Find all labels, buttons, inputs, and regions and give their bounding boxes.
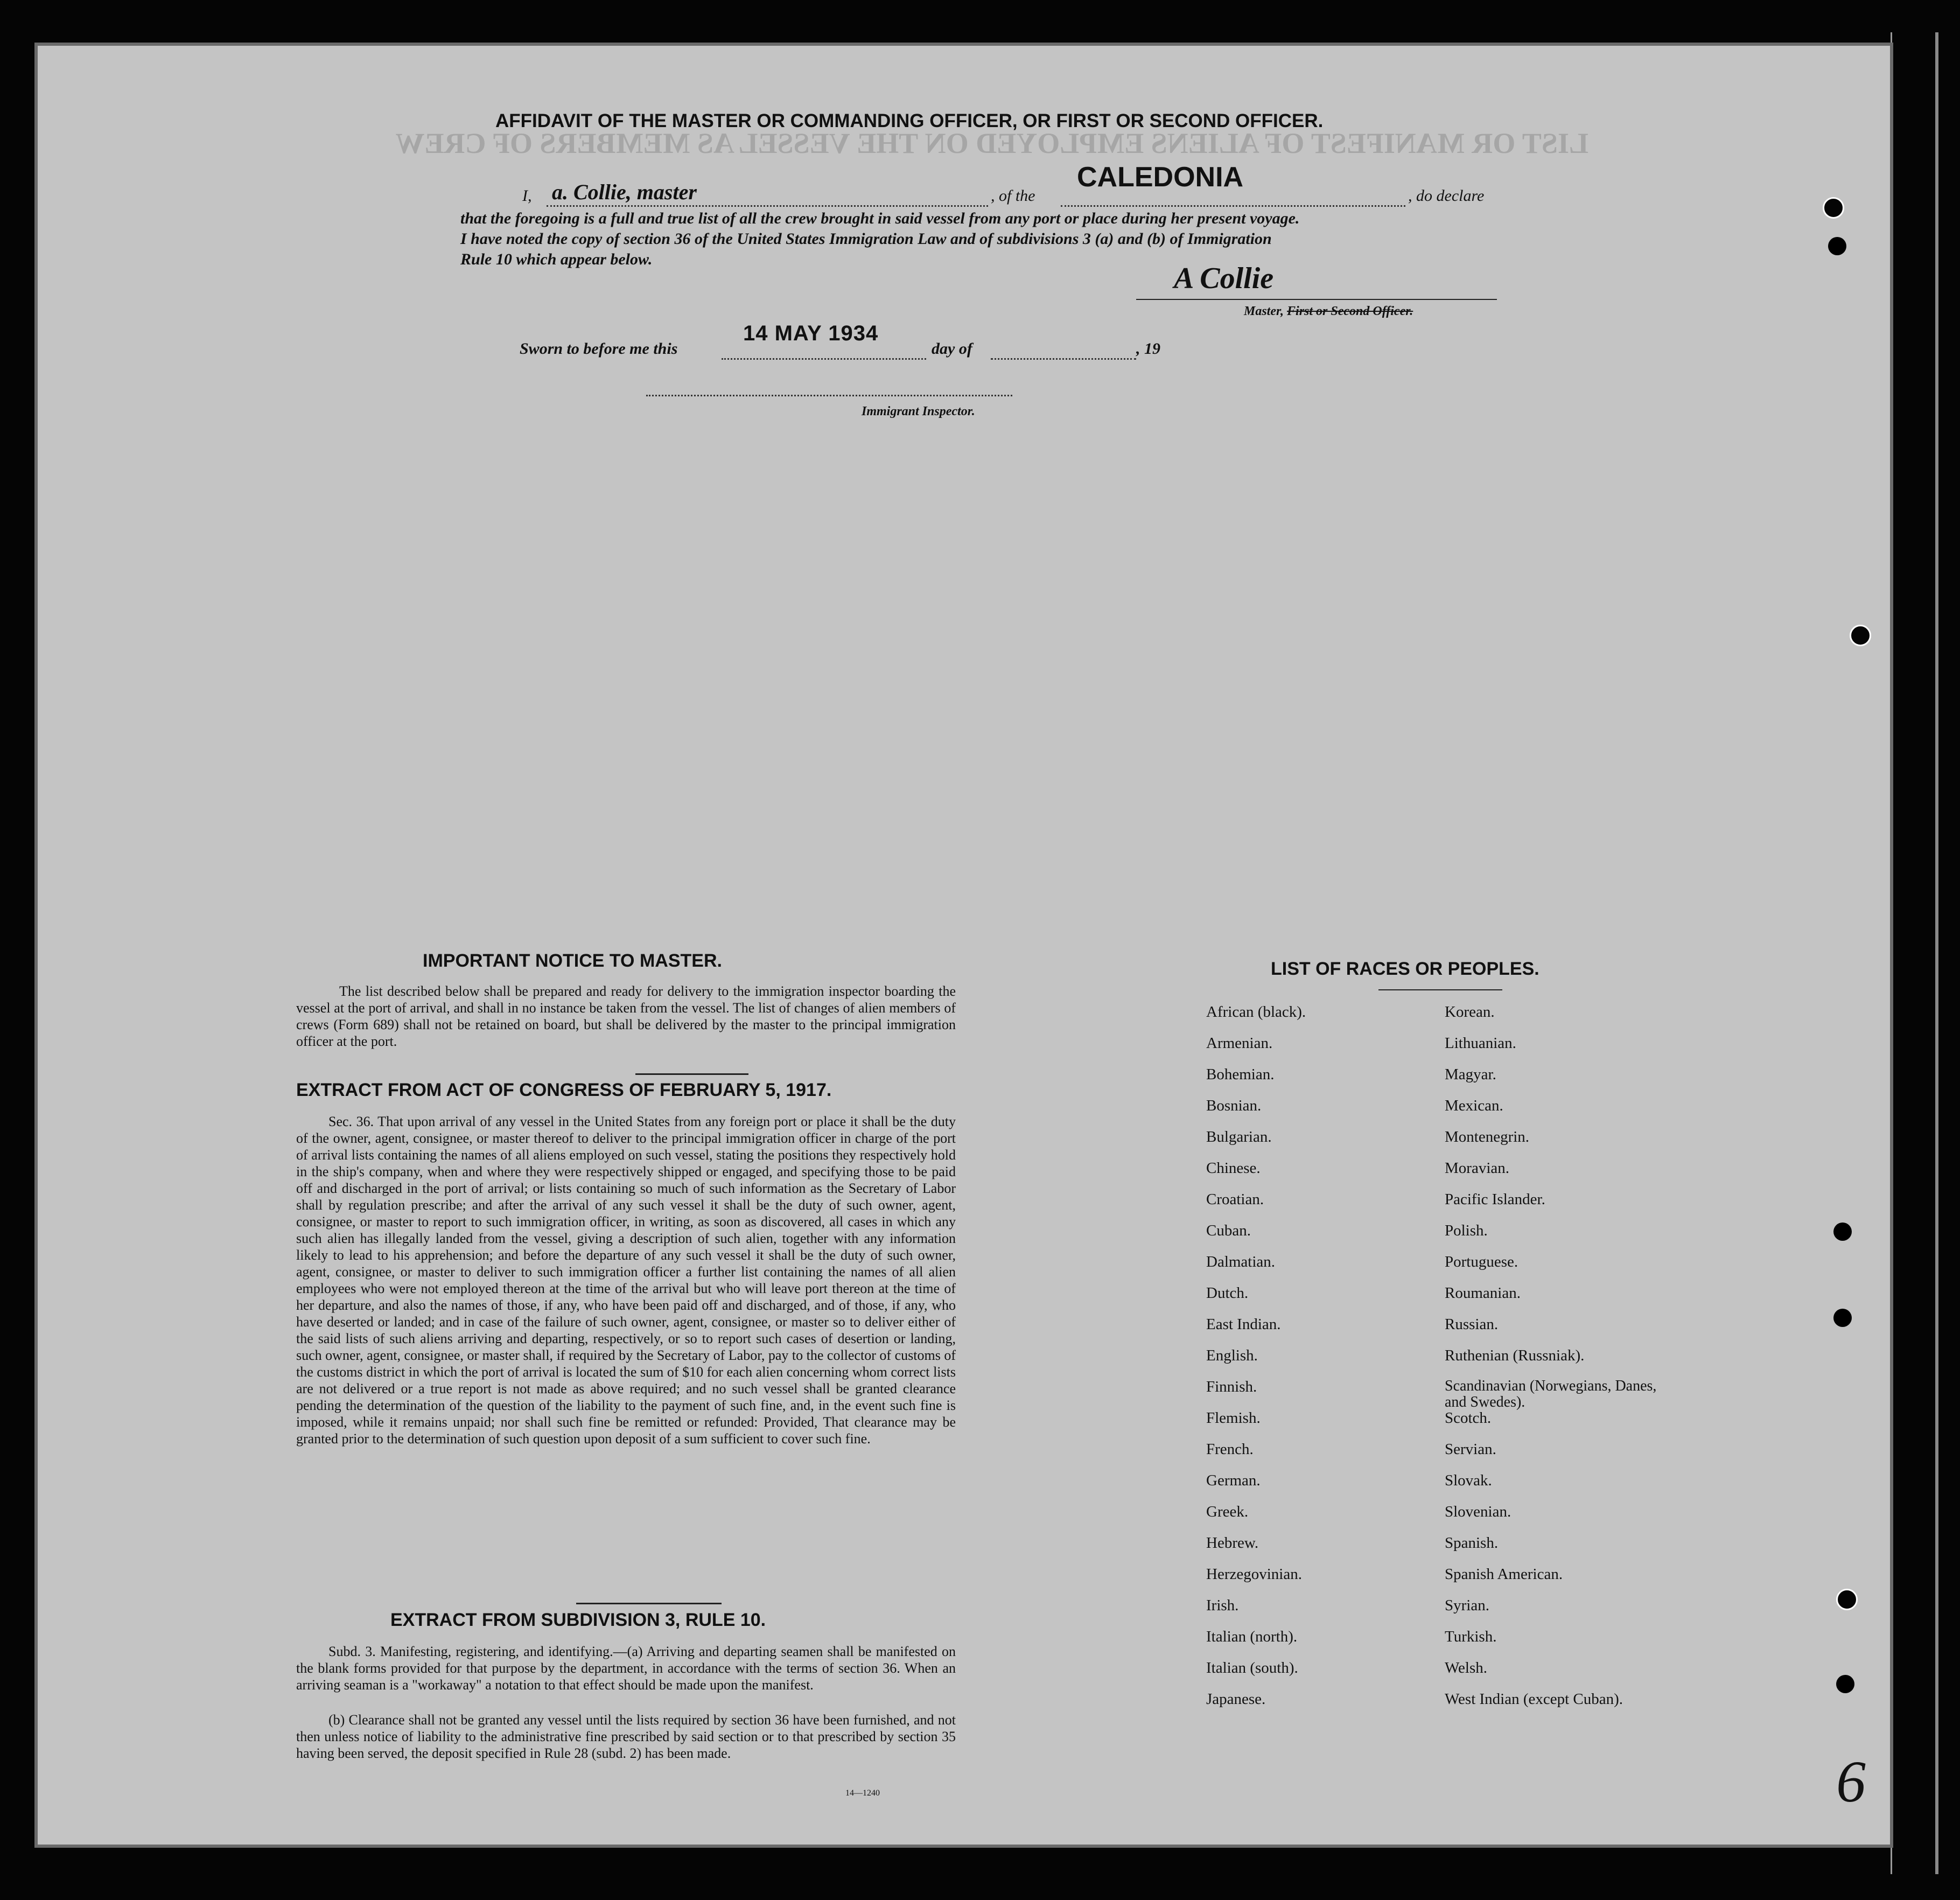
race-item: Turkish. <box>1445 1628 1497 1645</box>
races-title: LIST OF RACES OR PEOPLES. <box>1271 959 1539 979</box>
binder-hole <box>1833 1223 1852 1241</box>
race-item: Slovenian. <box>1445 1503 1511 1520</box>
race-item: Cuban. <box>1206 1222 1251 1239</box>
race-item: Irish. <box>1206 1597 1239 1614</box>
affidavit-declare: , do declare <box>1408 187 1485 205</box>
form-number: 14—1240 <box>845 1789 880 1798</box>
binder-hole <box>1828 237 1846 255</box>
signature-line <box>1136 299 1497 300</box>
binder-hole <box>1850 625 1871 646</box>
signature-caption-struck: First or Second Officer. <box>1287 304 1413 318</box>
race-item: Bulgarian. <box>1206 1128 1272 1145</box>
race-item: Bohemian. <box>1206 1066 1275 1083</box>
race-item: Dalmatian. <box>1206 1253 1276 1270</box>
race-item: Finnish. <box>1206 1378 1257 1395</box>
extract-rule-para-a: Subd. 3. Manifesting, registering, and identifying.—(a) Arriving and departing seamen shall be manifested on the blank forms provided for that purpose by the department, in accordance with the terms of section 36. When an arriving seaman is a "workaway" a notation to that effect should be made upon the manifest. <box>296 1644 956 1693</box>
vessel-name: CALEDONIA <box>1077 162 1244 193</box>
race-item: Hebrew. <box>1206 1534 1259 1552</box>
races-right-column <box>1445 1003 1676 1722</box>
race-item: West Indian (except Cuban). <box>1445 1691 1623 1708</box>
affidavit-title: AFFIDAVIT OF THE MASTER OR COMMANDING OFFICER, OR FIRST OR SECOND OFFICER. <box>495 110 1324 131</box>
affidavit-line3: I have noted the copy of section 36 of the United States Immigration Law and of subdivisions 3 (a) and (b) of Immigration <box>460 230 1272 248</box>
race-item: Korean. <box>1445 1003 1495 1021</box>
extract-rule-para-b: (b) Clearance shall not be granted any vessel until the lists required by section 36 have been furnished, and not then unless notice of liability to the administrative fine prescribed by said section or to that prescribed by section 35 having been served, the deposit specified in Rule 28 (subd. 2) has been made. <box>296 1712 956 1761</box>
extract-rule-title: EXTRACT FROM SUBDIVISION 3, RULE 10. <box>390 1610 766 1630</box>
race-item: German. <box>1206 1472 1261 1489</box>
affidavit-line2: that the foregoing is a full and true list of all the crew brought in said vessel from any port or place during her present voyage. <box>460 209 1300 227</box>
race-item: Lithuanian. <box>1445 1035 1516 1052</box>
declarant-handwritten: a. Collie, master <box>552 180 697 204</box>
race-item: Herzegovinian. <box>1206 1566 1302 1583</box>
extract-act-title: EXTRACT FROM ACT OF CONGRESS OF FEBRUARY 5, 1917. <box>296 1080 832 1100</box>
notice-body: The list described below shall be prepared and ready for delivery to the immigration inspector boarding the vessel at the port of arrival, and shall in no instance be taken from the vessel. The list of changes of alien members of crews (Form 689) shall not be retained on board, but shall be delivered by the master to the principal immigration officer at the port. <box>296 983 956 1049</box>
race-item: French. <box>1206 1441 1254 1458</box>
binder-hole <box>1823 197 1844 219</box>
race-item: Flemish. <box>1206 1409 1261 1427</box>
race-item: Polish. <box>1445 1222 1488 1239</box>
master-signature: A Collie <box>1174 262 1274 295</box>
race-item: Slovak. <box>1445 1472 1492 1489</box>
inspector-caption: Immigrant Inspector. <box>862 404 975 418</box>
rule-divider <box>576 1603 722 1604</box>
notice-divider <box>635 1073 748 1075</box>
bleed-through-header: LIST OR MANIFEST OF ALIENS EMPLOYED ON THE VESSEL AS MEMBERS OF CREW <box>395 127 1588 159</box>
race-item: Italian (south). <box>1206 1659 1298 1677</box>
race-item: Italian (north). <box>1206 1628 1298 1645</box>
race-item: Syrian. <box>1445 1597 1489 1614</box>
signature-caption <box>1244 304 1413 319</box>
race-item: Portuguese. <box>1445 1253 1518 1270</box>
race-item: Scandinavian (Norwegians, Danes, and Swedes). <box>1445 1378 1657 1410</box>
race-item: Ruthenian (Russniak). <box>1445 1347 1585 1364</box>
date-stamp: 14 MAY 1934 <box>743 322 879 345</box>
document-page <box>38 46 1890 1845</box>
race-item: Russian. <box>1445 1316 1499 1333</box>
sworn-prefix: Sworn to before me this <box>520 340 678 358</box>
notice-title: IMPORTANT NOTICE TO MASTER. <box>423 951 722 971</box>
binder-hole <box>1836 1675 1854 1693</box>
sworn-day-of: day of <box>932 340 972 358</box>
race-item: Roumanian. <box>1445 1284 1521 1302</box>
race-item: Servian. <box>1445 1441 1496 1458</box>
inspector-signature-line <box>646 395 1012 396</box>
binder-hole <box>1833 1309 1852 1327</box>
race-item: Mexican. <box>1445 1097 1503 1114</box>
extract-act-body: Sec. 36. That upon arrival of any vessel in the United States from any foreign port or place it shall be the duty of the owner, agent, consignee, or master thereof to deliver to the principal immigration officer in charge of the port of arrival lists containing the names of all aliens employed on such vessel, stating the positions they respectively hold in the ship's company, when and where they were respectively shipped or engaged, and specifying those to be paid off and discharged in the port of arrival; or lists containing so much of such information as the Secretary of Labor shall by regulation prescribe; and after the arrival of any such vessel it shall be the duty of such owner, agent, consignee, or master to report to such immigration officer, in writing, as soon as discovered, all cases in which any such alien has illegally landed from the vessel, giving a description of such alien, together with any information likely to lead to his apprehension; and before the departure of any such vessel it shall be the duty of such owner, agent, consignee, or master to deliver to such immigration officer a further list containing the names of all alien employees who were not employed thereon at the time of the arrival but who will leave port thereon at the time of her departure, and also the names of those, if any, who have been paid off and discharged, and of those, if any, who have deserted or landed; and in case of the failure of such owner, agent, consignee, or master so to deliver either of the said lists of such aliens arriving and departing, respectively, or so to report such cases of desertion or landing, such owner, agent, consignee, or master shall, if required by the Secretary of Labor, pay to the collector of customs of the customs district in which the port of arrival is located the sum of $10 for each alien concerning whom correct lists are not delivered or a true report is not made as above required; and no such vessel shall be granted clearance pending the determination of the question of the liability to the payment of such fine, and, in the event such fine is imposed, while it remains unpaid; nor shall such fine be remitted or refunded: Provided, That clearance may be granted prior to the determination of such question upon deposit of a sum sufficient to cover such fine. <box>296 1114 956 1447</box>
affidavit-i: I, <box>522 187 532 205</box>
race-item: Dutch. <box>1206 1284 1249 1302</box>
sworn-month-line <box>991 358 1136 360</box>
affidavit-of-the: , of the <box>991 187 1035 205</box>
races-left-column <box>1206 1003 1306 1722</box>
race-item: Pacific Islander. <box>1445 1191 1545 1208</box>
binder-hole <box>1836 1589 1858 1610</box>
race-item: Armenian. <box>1206 1035 1273 1052</box>
race-item: Bosnian. <box>1206 1097 1262 1114</box>
signature-caption-master: Master, <box>1244 304 1284 318</box>
race-item: Moravian. <box>1445 1159 1509 1177</box>
page-stack-edge <box>1891 32 1938 1874</box>
race-item: English. <box>1206 1347 1258 1364</box>
race-item: Scotch. <box>1445 1409 1492 1427</box>
race-item: Greek. <box>1206 1503 1249 1520</box>
race-item: Montenegrin. <box>1445 1128 1530 1145</box>
sworn-year: , 19 <box>1136 340 1160 358</box>
race-item: Spanish. <box>1445 1534 1499 1552</box>
declarant-line <box>547 205 988 207</box>
margin-mark: 6 <box>1836 1749 1866 1814</box>
vessel-line <box>1061 205 1405 207</box>
race-item: Spanish American. <box>1445 1566 1563 1583</box>
affidavit-line4: Rule 10 which appear below. <box>460 250 653 268</box>
race-item: Japanese. <box>1206 1691 1266 1708</box>
race-item: Magyar. <box>1445 1066 1496 1083</box>
race-item: Welsh. <box>1445 1659 1488 1677</box>
race-item: Croatian. <box>1206 1191 1264 1208</box>
sworn-date-line <box>722 358 926 360</box>
race-item: African (black). <box>1206 1003 1306 1021</box>
race-item: Chinese. <box>1206 1159 1261 1177</box>
race-item: East Indian. <box>1206 1316 1281 1333</box>
races-divider <box>1378 989 1502 990</box>
